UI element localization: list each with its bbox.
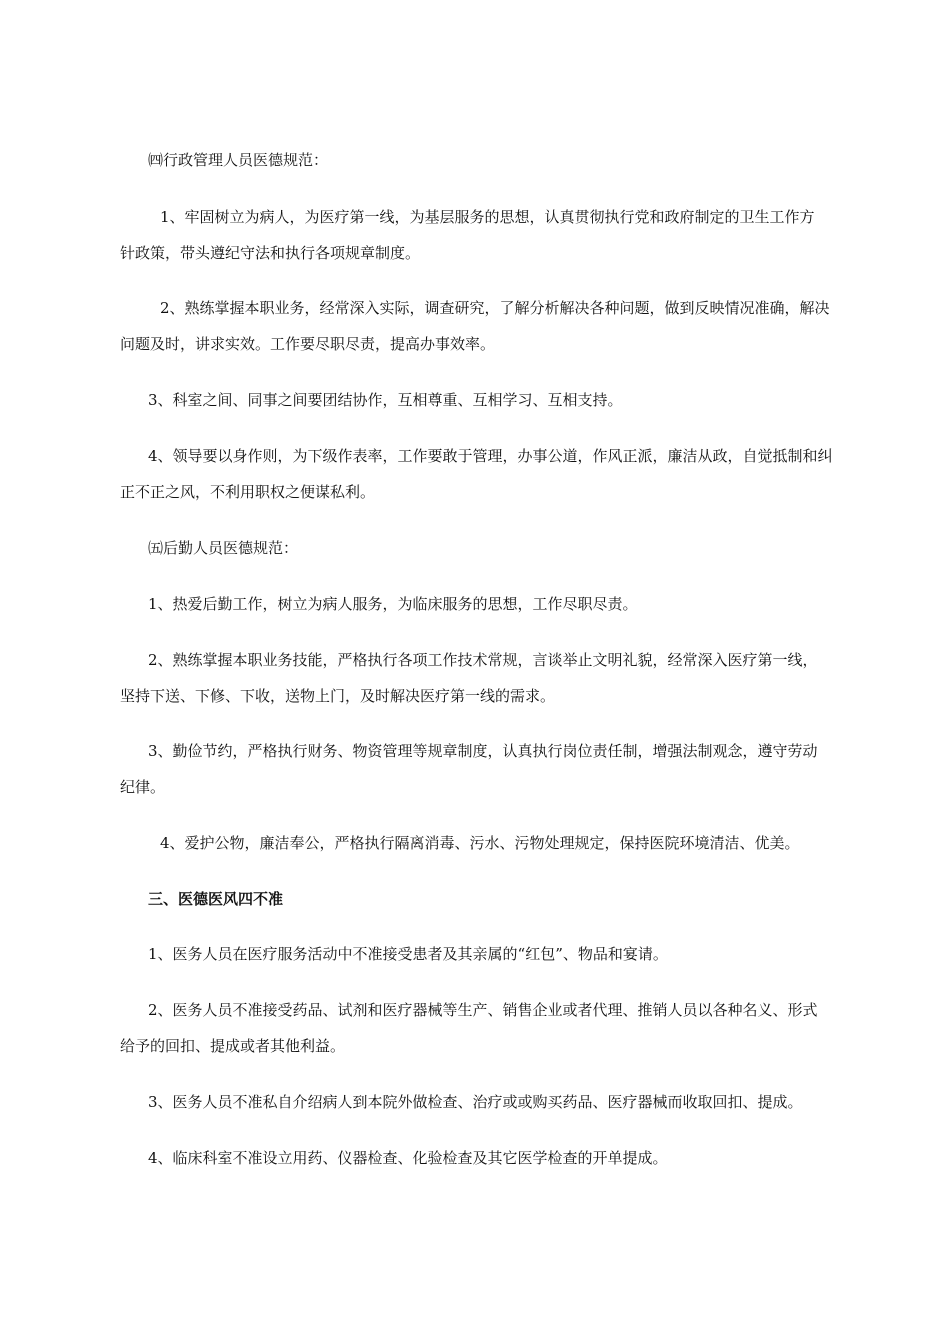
section-heading-administration: ㈣行政管理人员医德规范： xyxy=(148,151,329,169)
paragraph-line: 4、临床科室不准设立用药、仪器检查、化验检查及其它医学检查的开单提成。 xyxy=(148,1149,668,1167)
paragraph-line: 3、医务人员不准私自介绍病人到本院外做检查、治疗或或购买药品、医疗器械而收取回扣、提成。 xyxy=(148,1093,803,1111)
paragraph-line: 4、领导要以身作则，为下级作表率，工作要敢于管理，办事公道，作风正派，廉洁从政，自觉抵制和纠 xyxy=(148,447,833,465)
section-heading-logistics: ㈤后勤人员医德规范： xyxy=(148,539,299,557)
paragraph-line: 正不正之风，不利用职权之便谋私利。 xyxy=(120,483,376,501)
paragraph-line: 3、科室之间、同事之间要团结协作，互相尊重、互相学习、互相支持。 xyxy=(148,391,623,409)
paragraph-line: 给予的回扣、提成或者其他利益。 xyxy=(120,1037,346,1055)
paragraph-line: 4、爱护公物，廉洁奉公，严格执行隔离消毒、污水、污物处理规定，保持医院环境清洁、优美。 xyxy=(160,834,800,852)
paragraph-line: 1、牢固树立为病人，为医疗第一线，为基层服务的思想，认真贯彻执行党和政府制定的卫生工作方 xyxy=(160,208,815,226)
section-heading-four-prohibitions: 三、医德医风四不准 xyxy=(148,890,284,908)
paragraph-line: 问题及时，讲求实效。工作要尽职尽责，提高办事效率。 xyxy=(120,335,496,353)
paragraph-line: 2、熟练掌握本职业务，经常深入实际，调查研究，了解分析解决各种问题，做到反映情况准确，解决 xyxy=(160,299,830,317)
paragraph-line: 1、医务人员在医疗服务活动中不准接受患者及其亲属的“红包”、物品和宴请。 xyxy=(148,945,668,963)
paragraph-line: 纪律。 xyxy=(120,778,166,796)
paragraph-line: 2、熟练掌握本职业务技能，严格执行各项工作技术常规，言谈举止文明礼貌，经常深入医疗第一线， xyxy=(148,651,818,669)
paragraph-line: 2、医务人员不准接受药品、试剂和医疗器械等生产、销售企业或者代理、推销人员以各种名义、形式 xyxy=(148,1001,818,1019)
paragraph-line: 坚持下送、下修、下收，送物上门，及时解决医疗第一线的需求。 xyxy=(120,687,556,705)
paragraph-line: 3、勤俭节约，严格执行财务、物资管理等规章制度，认真执行岗位责任制，增强法制观念，遵守劳动 xyxy=(148,742,818,760)
paragraph-line: 1、热爱后勤工作，树立为病人服务，为临床服务的思想，工作尽职尽责。 xyxy=(148,595,638,613)
paragraph-line: 针政策，带头遵纪守法和执行各项规章制度。 xyxy=(120,244,421,262)
